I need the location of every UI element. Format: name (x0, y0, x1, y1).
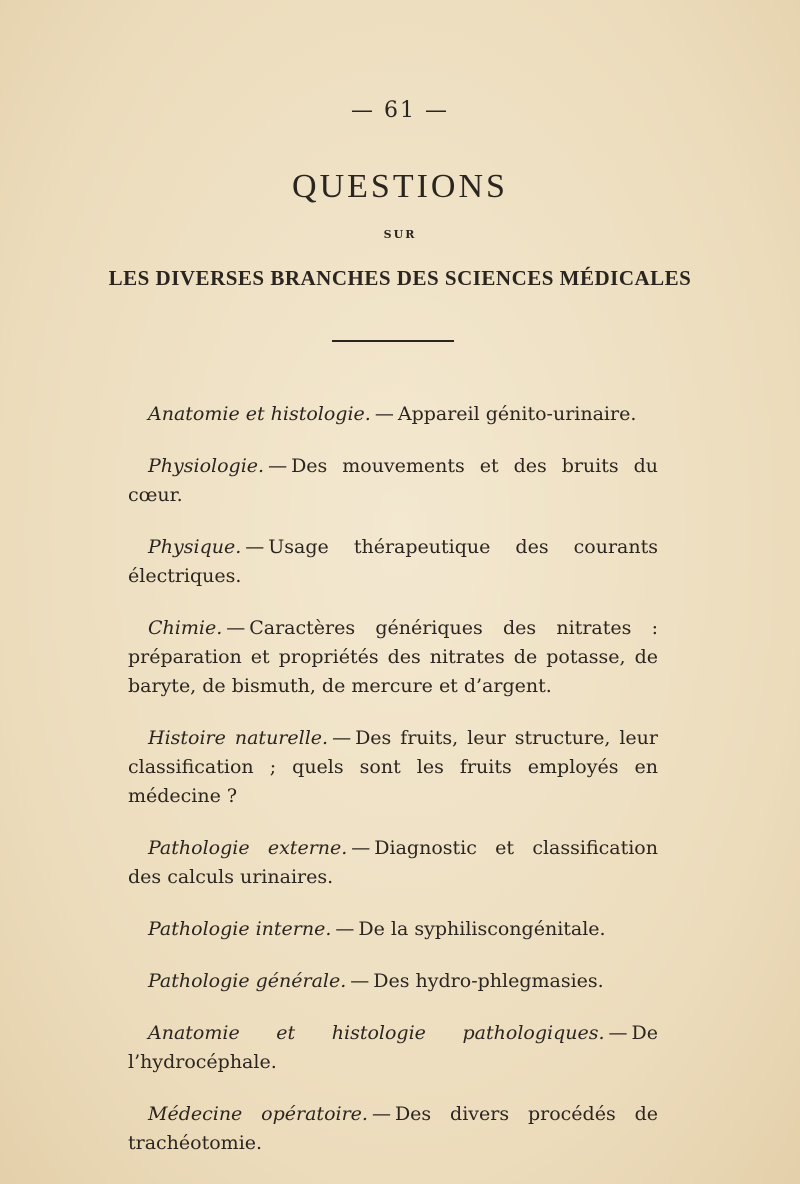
question-entry (128, 452, 658, 510)
entry-subject: Anatomie et histologie. (148, 403, 371, 425)
entry-dash: — (608, 1022, 628, 1044)
entry-question: Caractères génériques des nitrates : préparation et propriétés des nitrates de potasse, de baryte, de bismuth, de mercure et d’argent. (128, 617, 658, 697)
entry-dash: — (332, 727, 352, 749)
entry-question: Des fruits, leur structure, leur classification ; quels sont les fruits employés en médecine ? (128, 727, 658, 807)
question-entry (128, 967, 658, 996)
entry-question: Appareil génito-urinaire. (397, 403, 637, 425)
entry-subject: Anatomie et histologie pathologiques. (148, 1022, 605, 1044)
entry-question: Des divers procédés de trachéotomie. (128, 1103, 658, 1154)
entry-subject: Pathologie externe. (148, 837, 348, 859)
question-entry (128, 614, 658, 701)
entry-dash: — (226, 617, 246, 639)
entry-subject: Physiologie. (148, 455, 265, 477)
entry-dash: — (351, 837, 371, 859)
question-list (128, 400, 658, 1181)
question-entry (128, 400, 658, 429)
entry-subject: Physique. (148, 536, 242, 558)
question-entry (128, 1100, 658, 1158)
entry-subject: Médecine opératoire. (148, 1103, 368, 1125)
entry-question: Usage thérapeutique des courants électriques. (128, 536, 658, 587)
entry-dash: — (371, 1103, 391, 1125)
question-entry (128, 724, 658, 811)
entry-dash: — (245, 536, 265, 558)
entry-subject: Histoire naturelle. (148, 727, 329, 749)
page-number: — 61 — (351, 98, 449, 123)
entry-question: Diagnostic et classification des calculs urinaires. (128, 837, 658, 888)
entry-subject: Pathologie interne. (148, 918, 332, 940)
question-entry (128, 915, 658, 944)
page-subtitle: LES DIVERSES BRANCHES DES SCIENCES MÉDICALES (108, 266, 692, 290)
question-entry (128, 834, 658, 892)
entry-question: Des hydro-phlegmasies. (373, 970, 604, 992)
entry-question: De la syphiliscongénitale. (358, 918, 606, 940)
entry-subject: Pathologie générale. (148, 970, 347, 992)
page-title: QUESTIONS (292, 168, 508, 205)
entry-subject: Chimie. (148, 617, 223, 639)
entry-dash: — (350, 970, 370, 992)
entry-question: De l’hydrocéphale. (128, 1022, 658, 1073)
entry-dash: — (268, 455, 288, 477)
entry-dash: — (335, 918, 355, 940)
title-connector: SUR (383, 228, 417, 241)
entry-dash: — (374, 403, 394, 425)
entry-question: Des mouvements et des bruits du cœur. (128, 455, 658, 506)
divider-rule (332, 340, 454, 342)
question-entry (128, 1019, 658, 1077)
question-entry (128, 533, 658, 591)
